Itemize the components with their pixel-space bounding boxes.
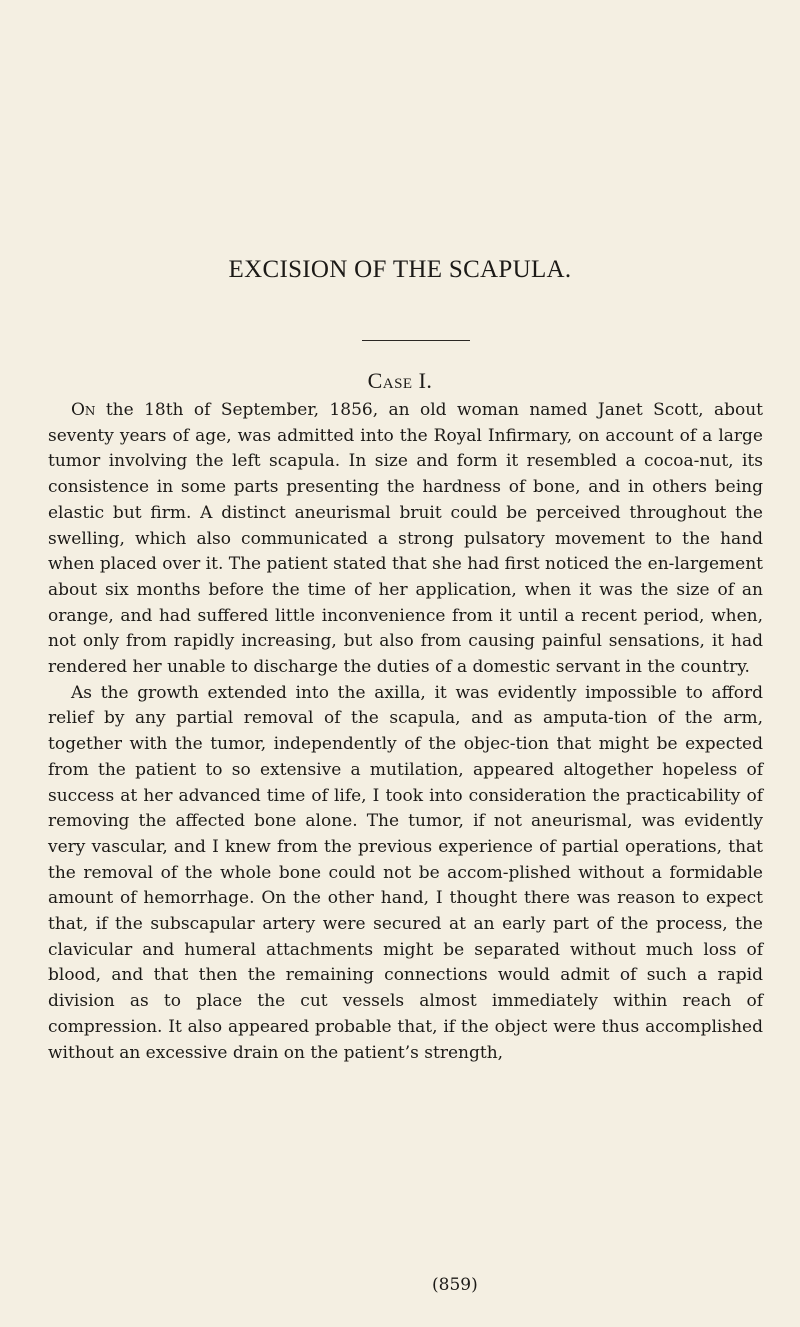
paragraph-2	[48, 681, 763, 1067]
paragraph-1-text: the 18th of September, 1856, an old woman named Janet Scott, about seventy years of age, was admitted into the Royal Infirmary, on account of a large tumor involving the left scapula. In size and form it resembled a cocoa-nut, its consistence in some parts presenting the hardness of bone, and in others being elastic but firm. A distinct aneurismal bruit could be perceived throughout the swelling, which also communicated a strong pulsatory movement to the hand when placed over it. The patient stated that she had first noticed the en-largement about six months before the time of her application, when it was the size of an orange, and had suffered little inconvenience from it until a recent period, when, not only from rapidly increasing, but also from causing painful sensations, it had rendered her unable to discharge the duties of a domestic servant in the country.	[48, 400, 763, 678]
page-title: EXCISION OF THE SCAPULA.	[228, 256, 572, 283]
paragraph-1-first-word: On	[71, 400, 96, 420]
paragraph-2-text: As the growth extended into the axilla, it was evidently impossible to afford relief by any partial removal of the scapula, and as amputa-tion of the arm, together with the tumor, independently of the objec-tion that might be expected from the patient to so extensive a mutilation, appeared altogether hopeless of success at her advanced time of life, I took into consideration the practicability of removing the affected bone alone. The tumor, if not aneurismal, was evidently very vascular, and I knew from the previous experience of partial operations, that the removal of the whole bone could not be accom-plished without a formidable amount of hemorrhage. On the other hand, I thought there was reason to expect that, if the subscapular artery were secured at an early part of the process, the clavicular and humeral attachments might be separated without much loss of blood, and that then the remaining connections would admit of such a rapid division as to place the cut vessels almost immediately within reach of compression. It also appeared probable that, if the object were thus accomplished without an excessive drain on the patient’s strength,	[48, 682, 763, 1063]
page-number: (859)	[432, 1275, 478, 1295]
paragraph-1	[48, 398, 763, 681]
title-rule	[362, 340, 470, 341]
body-text	[48, 398, 763, 1066]
case-heading: Case I.	[367, 368, 433, 393]
